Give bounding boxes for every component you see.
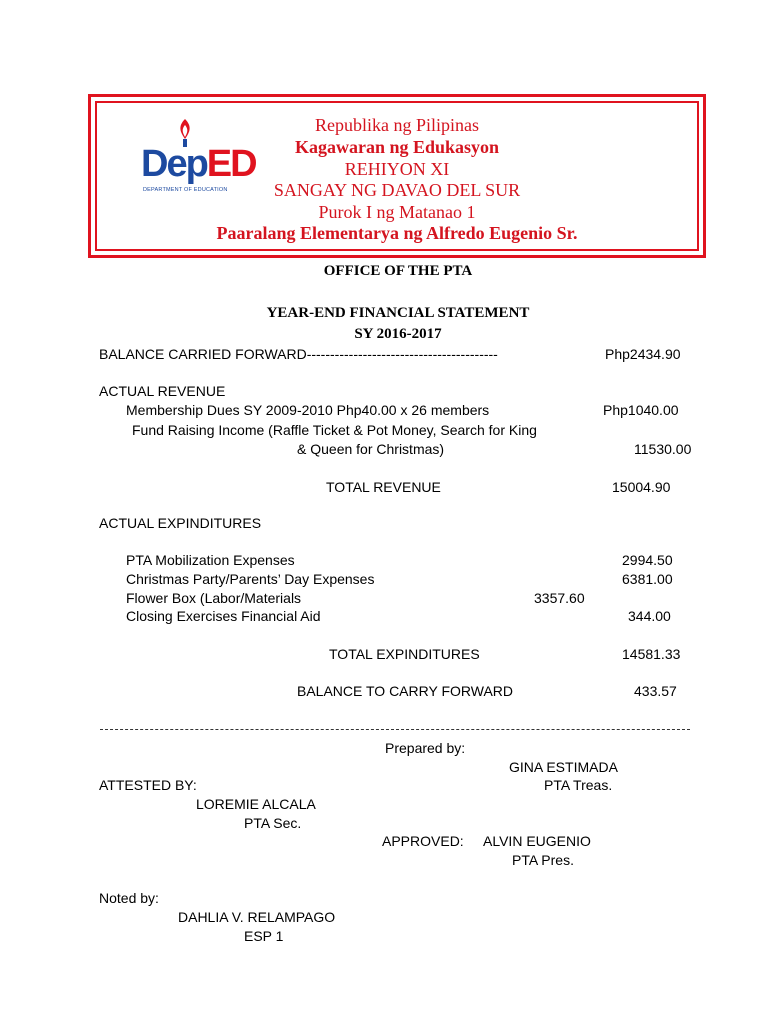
school-year: SY 2016-2017 bbox=[354, 326, 442, 342]
logo-dep: Dep bbox=[141, 143, 207, 185]
total-expenditures-value: 14581.33 bbox=[622, 646, 681, 662]
letterhead bbox=[88, 94, 706, 258]
noted-by-name: DAHLIA V. RELAMPAGO bbox=[178, 909, 336, 925]
total-revenue-label: TOTAL REVENUE bbox=[326, 479, 441, 495]
office-title: OFFICE OF THE PTA bbox=[323, 263, 473, 279]
division-line: SANGAY NG DAVAO DEL SUR bbox=[273, 180, 521, 200]
revenue-heading: ACTUAL REVENUE bbox=[99, 383, 226, 399]
expenditure-item-label: Flower Box (Labor/Materials bbox=[126, 590, 302, 606]
statement-title: YEAR-END FINANCIAL STATEMENT bbox=[266, 305, 530, 321]
noted-by-title: ESP 1 bbox=[244, 928, 284, 944]
approved-title: PTA Pres. bbox=[512, 852, 574, 868]
expenditure-item-label: PTA Mobilization Expenses bbox=[126, 552, 295, 568]
department-line: Kagawaran ng Edukasyon bbox=[294, 137, 500, 157]
school-line: Paaralang Elementarya ng Alfredo Eugenio Sr. bbox=[216, 223, 578, 243]
attested-by-title: PTA Sec. bbox=[244, 815, 302, 831]
republic-line: Republika ng Pilipinas bbox=[315, 115, 479, 135]
prepared-by-name: GINA ESTIMADA bbox=[509, 759, 618, 775]
balance-forward-value: Php2434.90 bbox=[605, 346, 681, 362]
approved-name: ALVIN EUGENIO bbox=[483, 833, 591, 849]
prepared-by-title: PTA Treas. bbox=[544, 777, 613, 793]
total-revenue-value: 15004.90 bbox=[612, 479, 671, 495]
revenue-item-value: Php1040.00 bbox=[603, 402, 679, 418]
noted-by-label: Noted by: bbox=[99, 890, 159, 906]
logo-subtitle: DEPARTMENT OF EDUCATION bbox=[143, 187, 228, 193]
expenditure-item-value: 6381.00 bbox=[622, 571, 673, 587]
revenue-item-label: Fund Raising Income (Raffle Ticket & Pot Money, Search for King bbox=[132, 422, 537, 438]
expenditure-item-value: 3357.60 bbox=[534, 590, 585, 606]
attested-by-name: LOREMIE ALCALA bbox=[196, 796, 316, 812]
total-expenditures-label: TOTAL EXPINDITURES bbox=[329, 646, 480, 662]
balance-carry-label: BALANCE TO CARRY FORWARD bbox=[297, 683, 514, 699]
district-line: Purok I ng Matanao 1 bbox=[318, 202, 476, 222]
revenue-item-label: Membership Dues SY 2009-2010 Php40.00 x 26 members bbox=[126, 402, 490, 418]
revenue-item-label-cont: & Queen for Christmas) bbox=[297, 441, 445, 457]
expenditure-item-label: Christmas Party/Parents’ Day Expenses bbox=[126, 571, 375, 587]
approved-label: APPROVED: bbox=[382, 833, 464, 849]
letterhead-inner-border bbox=[95, 101, 699, 251]
dashed-divider bbox=[100, 729, 690, 730]
logo-ed: ED bbox=[206, 143, 256, 185]
region-line: REHIYON XI bbox=[344, 159, 450, 179]
expenditure-item-value: 344.00 bbox=[628, 608, 671, 624]
balance-forward-label: BALANCE CARRIED FORWARD----------------------------------------- bbox=[99, 346, 498, 362]
prepared-by-label: Prepared by: bbox=[385, 740, 466, 756]
balance-carry-value: 433.57 bbox=[634, 683, 677, 699]
expenditure-item-value: 2994.50 bbox=[622, 552, 673, 568]
attested-by-label: ATTESTED BY: bbox=[99, 777, 197, 793]
revenue-item-value: 11530.00 bbox=[634, 441, 692, 457]
expenditure-item-label: Closing Exercises Financial Aid bbox=[126, 608, 321, 624]
expenditures-heading: ACTUAL EXPINDITURES bbox=[99, 515, 262, 531]
